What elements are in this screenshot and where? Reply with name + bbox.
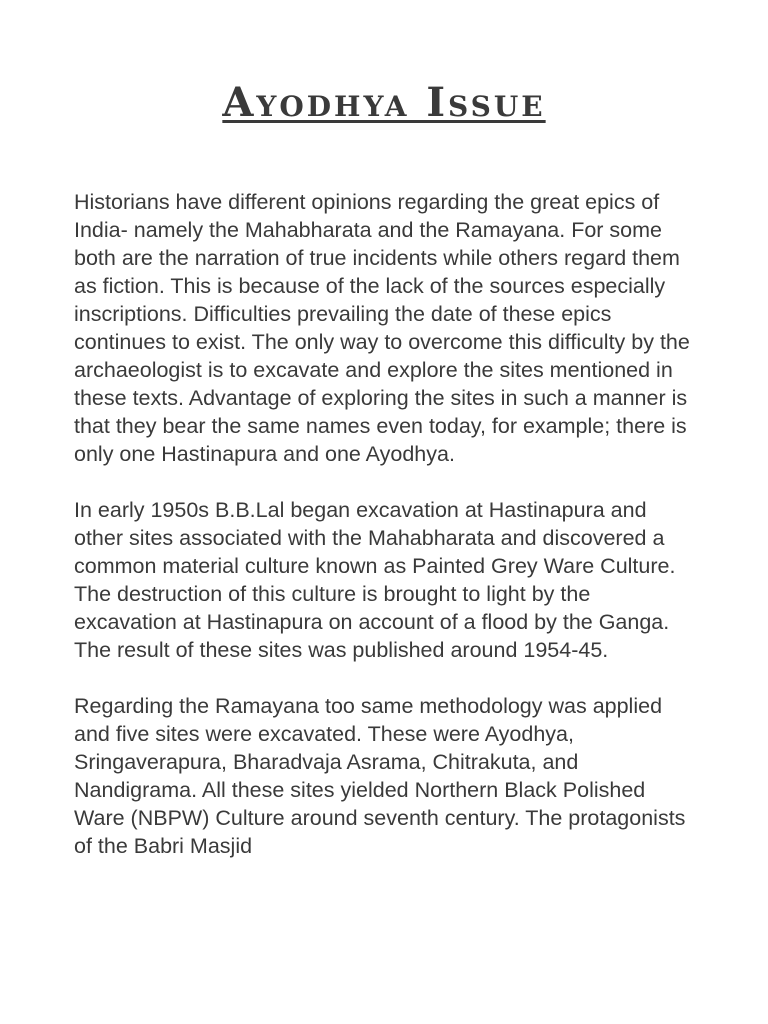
- document-body: [74, 188, 694, 860]
- document-title: [74, 0, 694, 126]
- paragraph-1: Historians have different opinions regarding the great epics of India- namely the Mahabharata and the Ramayana. For some both are the narration of true incidents while others regard them as fiction. This is because of the lack of the sources especially inscriptions. Difficulties prevailing the date of these epics continues to exist. The only way to overcome this difficulty by the archaeologist is to excavate and explore the sites mentioned in these texts. Advantage of exploring the sites in such a manner is that they bear the same names even today, for example; there is only one Hastinapura and one Ayodhya.: [74, 190, 690, 466]
- paragraph-2: In early 1950s B.B.Lal began excavation at Hastinapura and other sites associated with the Mahabharata and discovered a common material culture known as Painted Grey Ware Culture. The destruction of this culture is brought to light by the excavation at Hastinapura on account of a flood by the Ganga. The result of these sites was published around 1954-45.: [74, 498, 676, 662]
- document-title-text: Ayodhya Issue: [222, 79, 546, 126]
- paragraph-3: Regarding the Ramayana too same methodology was applied and five sites were excavated. These were Ayodhya, Sringaverapura, Bharadvaja Asrama, Chitrakuta, and Nandigrama. All these sites yielded Northern Black Polished Ware (NBPW) Culture around seventh century. The protagonists of the Babri Masjid: [74, 694, 686, 858]
